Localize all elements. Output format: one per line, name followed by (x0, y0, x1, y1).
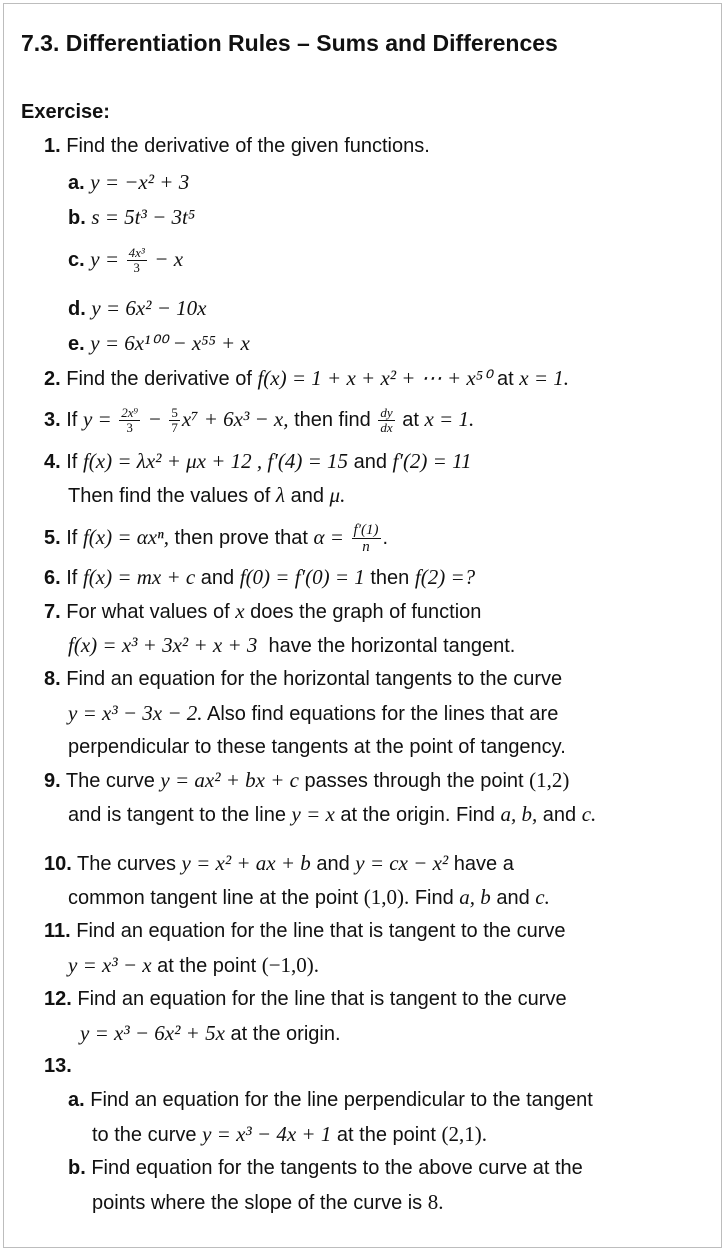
exercise-item-4: 4. If f(x) = λx² + μx + 12 , f′(4) = 15 and f′(2) = 11 (44, 449, 472, 473)
exercise-item-1c: c. y = $\frac{\text{4x³}}{3}$ − x (68, 245, 184, 276)
fraction: $\frac{dy}{dx}$ (380, 405, 393, 436)
exercise-item-7-line2: f(x) = x³ + 3x² + x + 3 have the horizontal tangent. (68, 633, 516, 657)
exercise-item-5: 5. If f(x) = αxⁿ, then prove that α = $\frac{f'(1)}{n}$ . (44, 522, 389, 556)
exercise-item-10: 10. The curves y = x² + ax + b and y = cx − x² have a (44, 851, 514, 875)
exercise-item-1b: b. s = 5t³ − 3t⁵ (68, 205, 196, 229)
exercise-item-1e: e. y = 6x¹⁰⁰ − x⁵⁵ + x (68, 331, 250, 355)
exercise-item-2: 2. Find the derivative of f(x) = 1 + x + x² + ⋯ + x⁵⁰ at x = 1. (44, 366, 570, 390)
exercise-heading: Exercise: (21, 101, 110, 123)
exercise-item-8-line2: y = x³ − 3x − 2. Also find equations for the lines that are (68, 701, 559, 725)
exercise-item-13a: a. Find an equation for the line perpendicular to the tangent (68, 1089, 593, 1111)
exercise-item-9: 9. The curve y = ax² + bx + c passes through the point (1,2) (44, 768, 570, 792)
page-title: 7.3. Differentiation Rules – Sums and Differences (21, 30, 558, 56)
exercise-item-4-line2: Then find the values of λ and μ. (68, 483, 346, 507)
exercise-item-11-line2: y = x³ − x at the point (−1,0). (68, 953, 320, 977)
exercise-item-12: 12. Find an equation for the line that is tangent to the curve (44, 988, 567, 1010)
exercise-item-10-line2: common tangent line at the point (1,0). Find a, b and c. (68, 885, 550, 909)
exercise-item-1: 1. Find the derivative of the given functions. (44, 135, 430, 157)
exercise-item-3: 3. If y = $\frac{\text{2x⁹}}{3}$ − $\frac{5}{7}$ x⁷ + 6x³ − x, then find $\frac{dy}{dx}$ at x = 1. (44, 405, 475, 436)
exercise-item-9-line2: and is tangent to the line y = x at the origin. Find a, b, and c. (68, 802, 597, 826)
exercise-item-13: 13. (44, 1055, 72, 1077)
exercise-item-7: 7. For what values of x does the graph of function (44, 599, 482, 623)
exercise-item-1d: d. y = 6x² − 10x (68, 296, 207, 320)
fraction: $\frac{\text{2x⁹}}{3}$ (121, 405, 139, 436)
exercise-item-6: 6. If f(x) = mx + c and f(0) = f′(0) = 1 then f(2) =? (44, 565, 476, 589)
exercise-item-1a: a. y = −x² + 3 (68, 170, 190, 194)
fraction: $\frac{\text{4x³}}{3}$ (128, 245, 145, 276)
exercise-item-13b-line2: points where the slope of the curve is 8. (92, 1190, 444, 1214)
exercise-item-8: 8. Find an equation for the horizontal tangents to the curve (44, 668, 563, 690)
exercise-item-8-line3: perpendicular to these tangents at the point of tangency. (68, 736, 566, 758)
exercise-item-13a-line2: to the curve y = x³ − 4x + 1 at the point (2,1). (92, 1122, 487, 1146)
fraction: $\frac{f'(1)}{n}$ (353, 522, 379, 556)
exercise-item-11: 11. Find an equation for the line that is tangent to the curve (44, 920, 566, 942)
exercise-item-13b: b. Find equation for the tangents to the above curve at the (68, 1157, 583, 1179)
exercise-item-12-line2: y = x³ − 6x² + 5x at the origin. (80, 1021, 341, 1045)
fraction: $\frac{5}{7}$ (171, 405, 178, 436)
